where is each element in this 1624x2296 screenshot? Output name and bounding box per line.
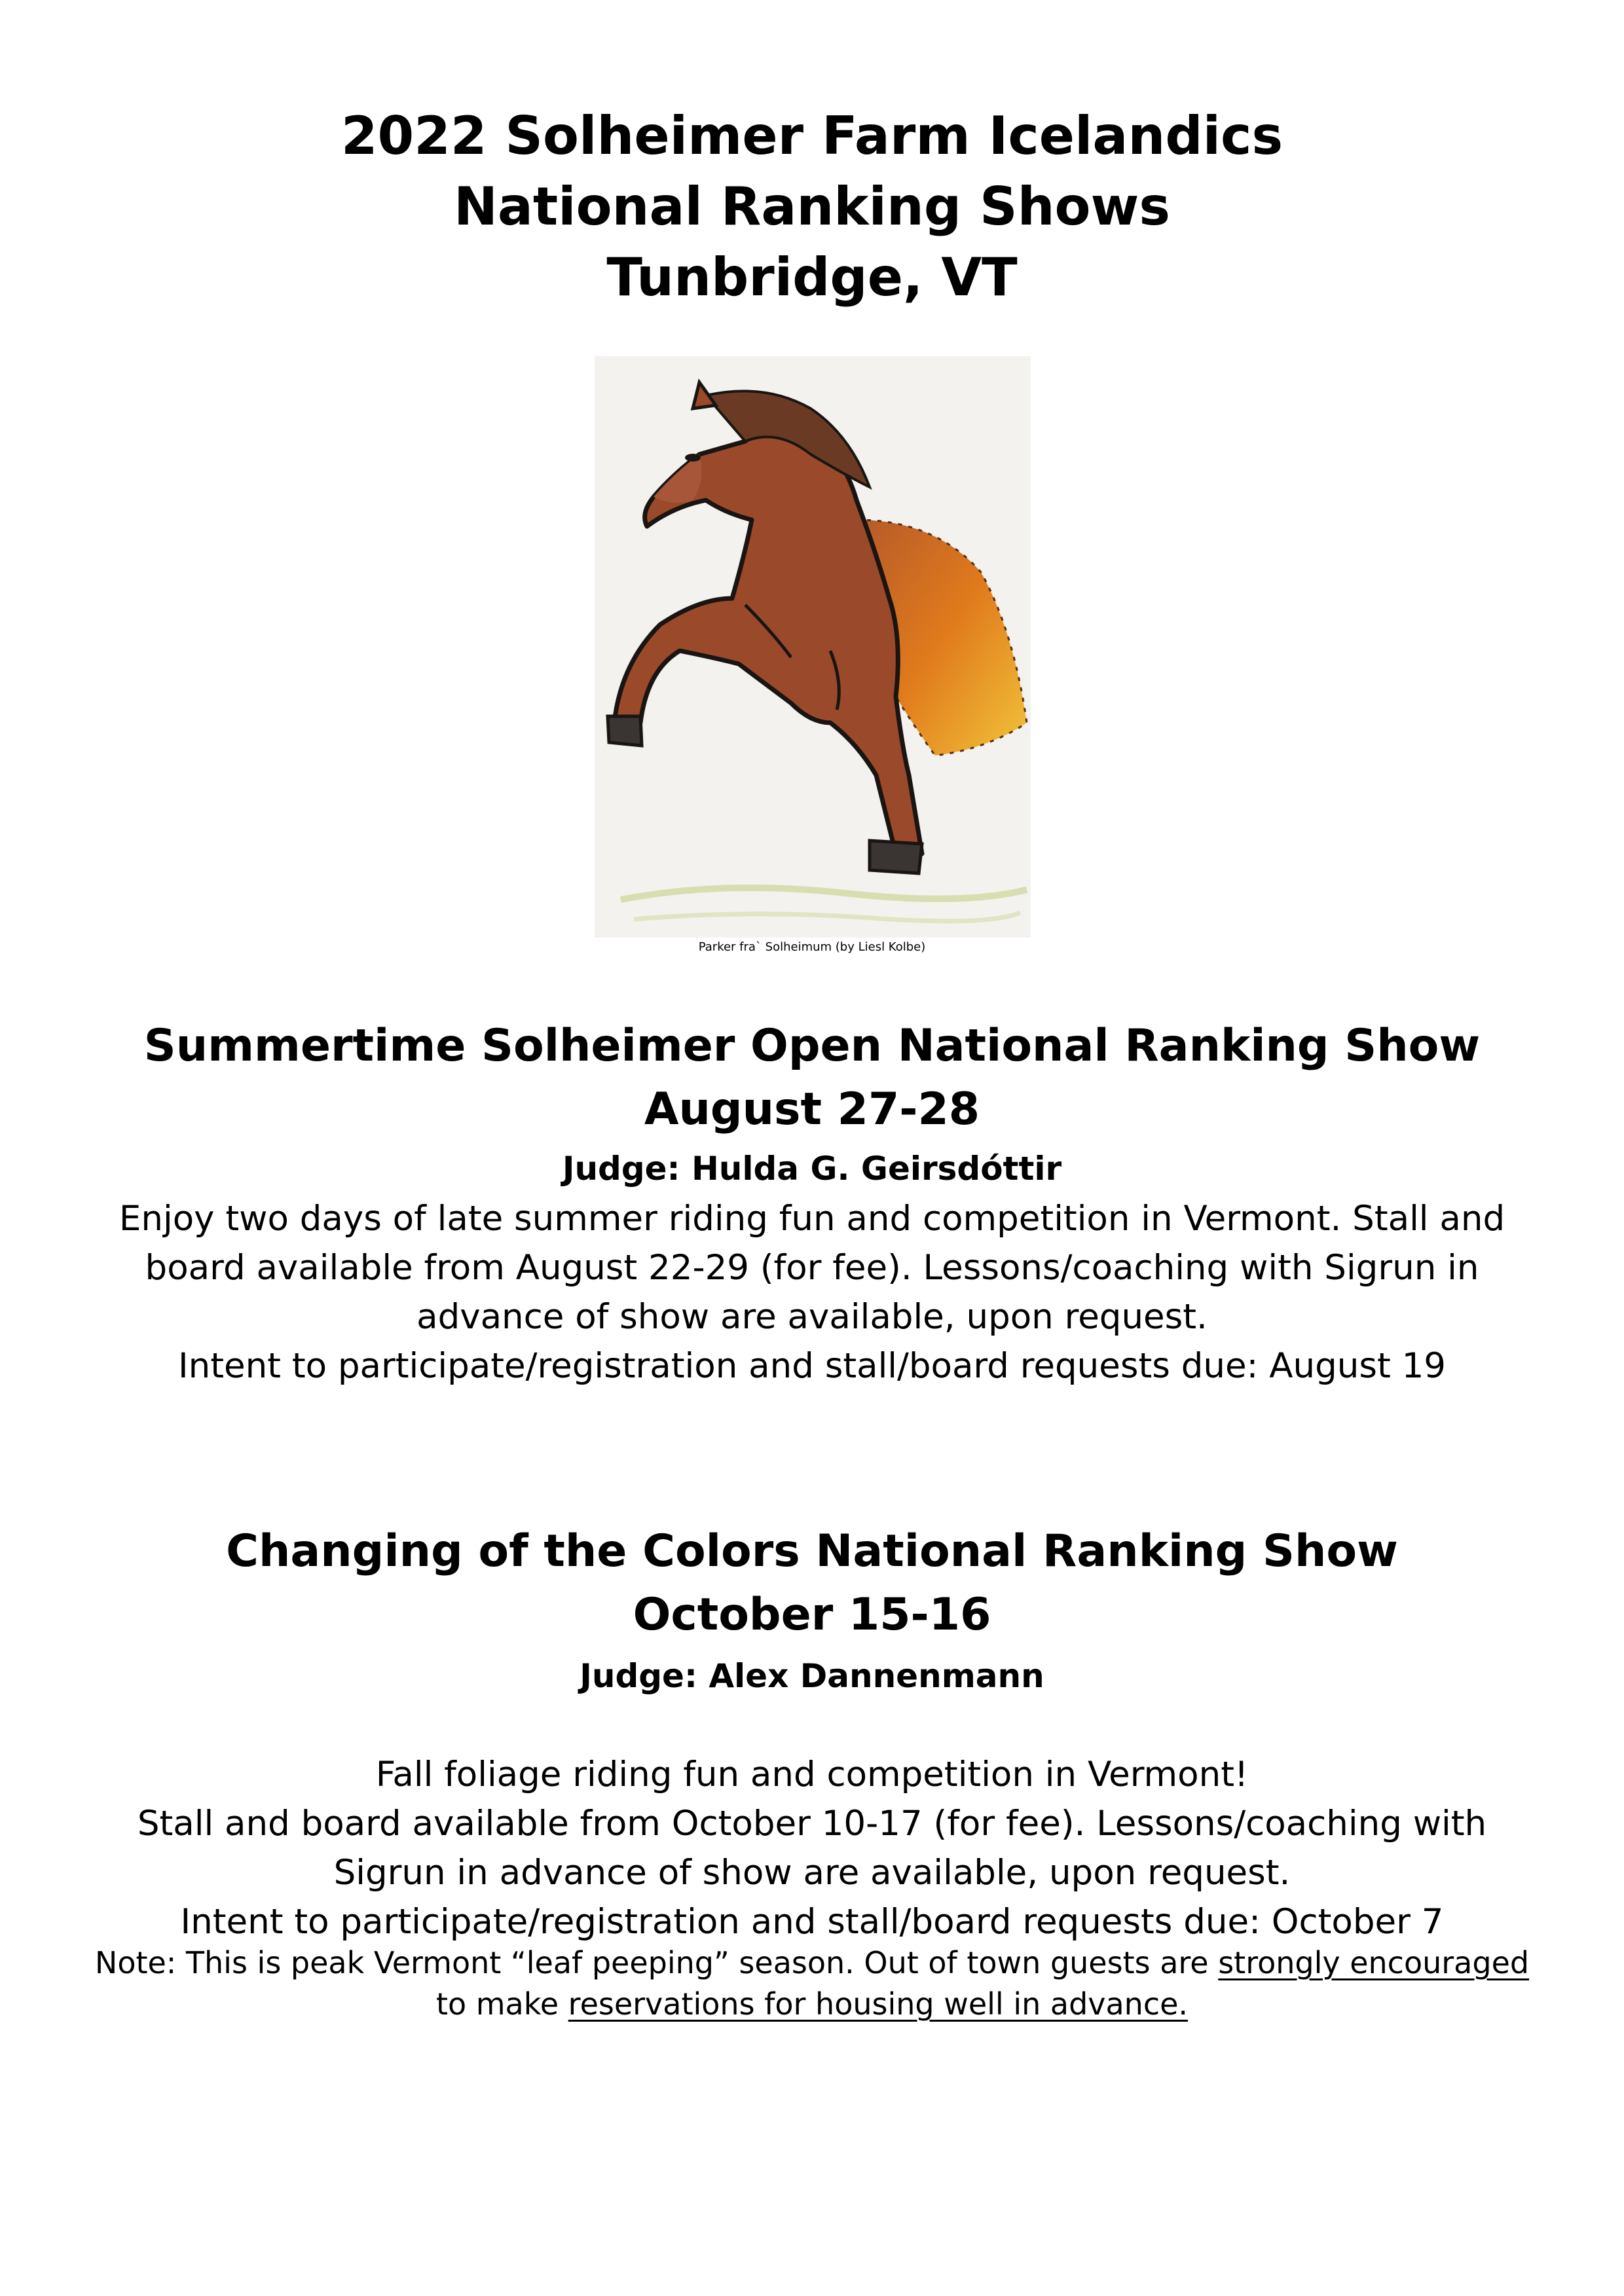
note-emphasis: reservations for housing well in advance. (568, 1986, 1189, 2022)
show2-judge: Judge: Alex Dannenmann (580, 1657, 1044, 1695)
horse-drawing (595, 356, 1031, 938)
page-title-line1: 2022 Solheimer Farm Icelandics (341, 105, 1283, 166)
show1-desc-line: advance of show are available, upon request. (416, 1297, 1208, 1337)
show1-title: Summertime Solheimer Open National Ranking Show (143, 1020, 1481, 1072)
show2-desc-line: Sigrun in advance of show are available, upon request. (333, 1853, 1291, 1893)
show2-note-line2 (0, 1984, 1624, 2025)
show2-title: Changing of the Colors National Ranking Show (226, 1525, 1398, 1577)
note-text: Note: This is peak Vermont “leaf peeping” season. Out of town guests are (94, 1945, 1219, 1980)
note-text: to make (435, 1986, 568, 2022)
page-title-line2: National Ranking Shows (453, 176, 1171, 237)
show2-desc-line: Stall and board available from October 10-17 (for fee). Lessons/coaching with (137, 1804, 1487, 1844)
artwork-caption: Parker fra` Solheimum (by Liesl Kolbe) (698, 940, 926, 954)
show1-desc-line: board available from August 22-29 (for fee). Lessons/coaching with Sigrun in (145, 1248, 1479, 1288)
page-title-line3: Tunbridge, VT (606, 247, 1018, 308)
show2-deadline: Intent to participate/registration and stall/board requests due: October 7 (180, 1902, 1444, 1942)
show2-dates: October 15-16 (633, 1589, 991, 1641)
show1-deadline: Intent to participate/registration and stall/board requests due: August 19 (177, 1346, 1447, 1386)
show2-desc-line: Fall foliage riding fun and competition in Vermont! (375, 1755, 1249, 1795)
show1-desc-line: Enjoy two days of late summer riding fun and competition in Vermont. Stall and (119, 1199, 1505, 1239)
show2-note-line1 (0, 1942, 1624, 1984)
show1-dates: August 27-28 (644, 1084, 980, 1135)
note-emphasis: strongly encouraged (1218, 1945, 1530, 1980)
show1-judge: Judge: Hulda G. Geirsdóttir (562, 1150, 1062, 1188)
